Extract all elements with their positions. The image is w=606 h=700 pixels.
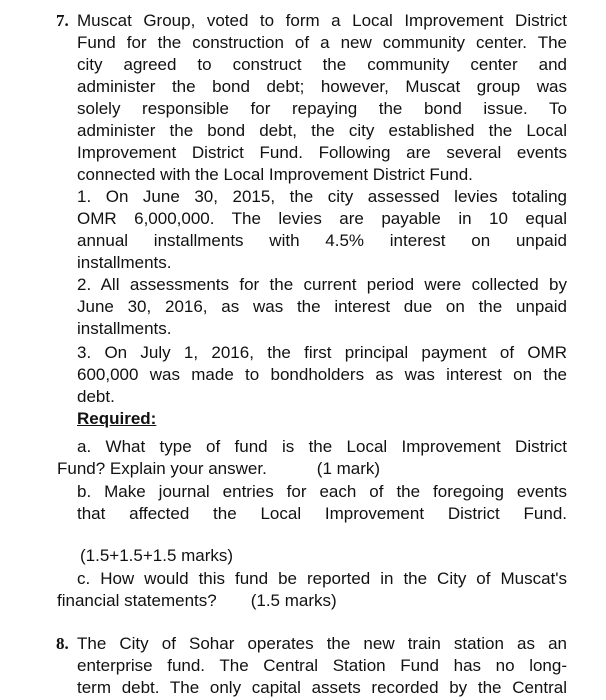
question-7-number: 7.	[56, 11, 69, 30]
required-label: Required:	[77, 409, 157, 428]
required-heading	[77, 408, 567, 430]
part-c-text: financial statements?	[57, 591, 217, 610]
q7-intro-line-2: Fund for the construction of a new community center. The	[77, 33, 567, 52]
part-b-marks: (1.5+1.5+1.5 marks)	[80, 546, 234, 565]
part-a-line-2	[57, 458, 547, 480]
part-c-marks: (1.5 marks)	[250, 591, 337, 610]
question-8-number: 8.	[56, 634, 69, 653]
q7-intro-line-4: administer the bond debt; however, Muscat group was	[77, 77, 567, 96]
q7-event2-line-3: installments.	[77, 319, 172, 338]
q8-line-1: The City of Sohar operates the new train station as an	[77, 634, 567, 653]
q7-event1-line-2: OMR 6,000,000. The levies are payable in 10 equal	[77, 209, 567, 228]
q7-intro-line-1: Muscat Group, voted to form a Local Improvement District	[77, 11, 567, 30]
q7-event2-line-1: 2. All assessments for the current period were collected by	[77, 275, 567, 294]
part-a-line-1: a. What type of fund is the Local Improvement District	[77, 437, 567, 456]
q7-intro-line-8: connected with the Local Improvement District Fund.	[77, 165, 473, 184]
part-b-line-2: that affected the Local Improvement District Fund.	[77, 504, 567, 523]
q7-event1-line-3: annual installments with 4.5% interest on unpaid	[77, 231, 567, 250]
part-a-text: Fund? Explain your answer.	[57, 459, 267, 478]
q8-line-2: enterprise fund. The Central Station Fund has no long-	[77, 656, 567, 675]
q7-event3-line-2: 600,000 was made to bondholders as was interest on the	[77, 365, 567, 384]
part-a-marks: (1 mark)	[316, 459, 381, 478]
q8-line-3: term debt. The only capital assets recorded by the Central	[77, 678, 567, 697]
part-b-line-1: b. Make journal entries for each of the foregoing events	[77, 482, 567, 501]
q7-intro-line-7: Improvement District Fund. Following are several events	[77, 143, 567, 162]
q7-intro-line-3: city agreed to construct the community center and	[77, 55, 567, 74]
q7-event3-line-3: debt.	[77, 387, 115, 406]
q7-event1-line-1: 1. On June 30, 2015, the city assessed levies totaling	[77, 187, 567, 206]
q7-event2-line-2: June 30, 2016, as was the interest due on the unpaid	[77, 297, 567, 316]
q7-intro-line-5: solely responsible for repaying the bond issue. To	[77, 99, 567, 118]
q7-event1-line-4: installments.	[77, 253, 172, 272]
q7-event3-line-1: 3. On July 1, 2016, the first principal payment of OMR	[77, 343, 567, 362]
part-c-line-1: c. How would this fund be reported in the City of Muscat's	[77, 569, 567, 588]
part-c-line-2	[57, 590, 547, 612]
q7-intro-line-6: administer the bond debt, the city established the Local	[77, 121, 567, 140]
